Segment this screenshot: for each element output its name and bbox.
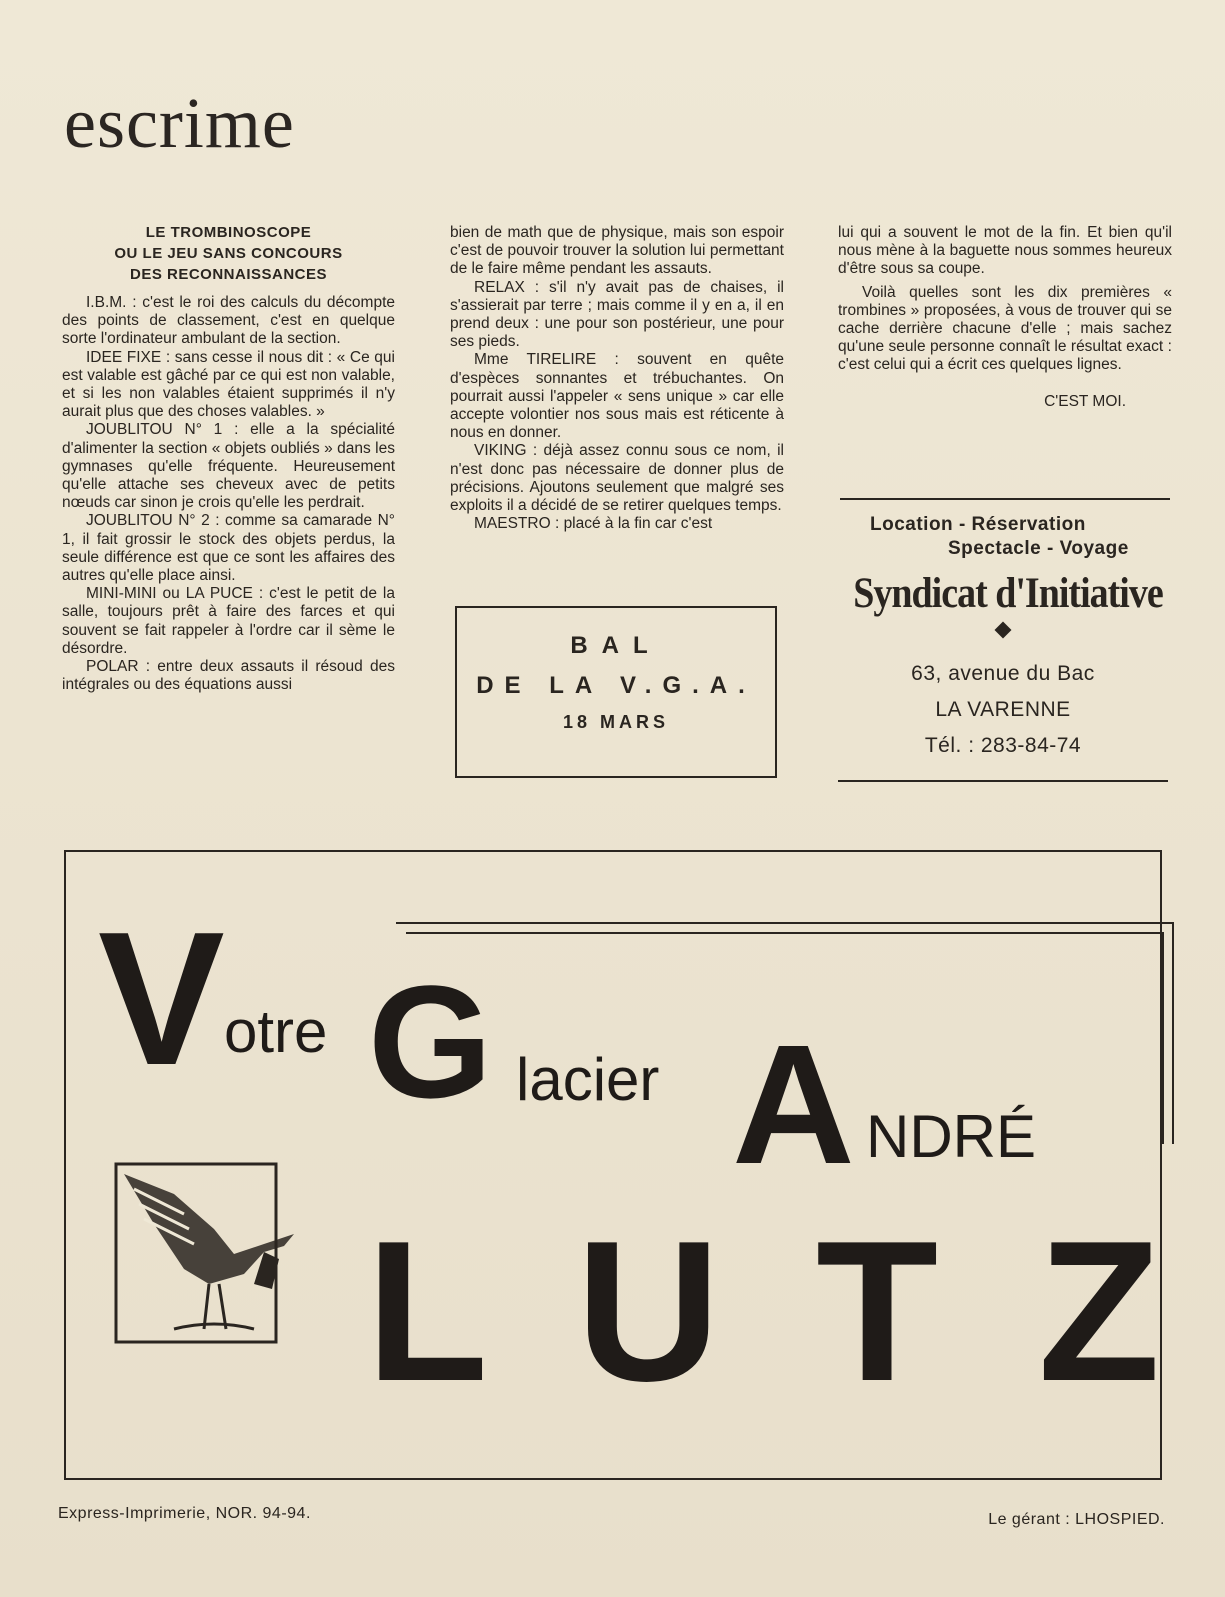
article-column-3 <box>838 224 1172 411</box>
heading-line: OU LE JEU SANS CONCOURS <box>114 245 343 262</box>
bal-announcement-box <box>455 606 777 778</box>
paragraph: I.B.M. : c'est le roi des calculs du décompte des points de classement, c'est en quelque sorte l'ordinateur ambulant de la section. <box>62 294 395 348</box>
bal-title: BAL <box>570 632 662 659</box>
paragraph: MAESTRO : placé à la fin car c'est <box>474 515 713 533</box>
heading-line: LE TROMBINOSCOPE <box>145 224 312 241</box>
paragraph: MINI-MINI ou LA PUCE : c'est le petit de la salle, toujours prêt à faire des farces et qui souvent se fait rappeler à l'ordre car il sème le désordre. <box>62 585 395 657</box>
article-column-1 <box>62 222 395 694</box>
printer-credit: Express-Imprimerie, NOR. 94-94. <box>58 1505 311 1522</box>
ad-letter-t: T <box>816 1200 939 1423</box>
paragraph: lui qui a souvent le mot de la fin. Et bien qu'il nous mène à la baguette nous sommes heureux d'être sous sa coupe. <box>838 224 1172 278</box>
paragraph: Mme TIRELIRE : souvent en quête d'espèces sonnantes et trébuchantes. On pourrait aussi l'appeler « sens unique » car elle accepte volontier nos sous mais est réticente à nous en donner. <box>450 351 784 442</box>
stork-illustration <box>114 1134 294 1344</box>
ad-letter-z: Z <box>1038 1200 1161 1423</box>
bal-organizer: DE LA V.G.A. <box>476 672 756 699</box>
syndicat-phone: Tél. : 283-84-74 <box>924 734 1082 757</box>
paragraph: POLAR : entre deux assauts il résoud des intégrales ou des équations aussi <box>62 658 395 694</box>
ad-letter-a: A <box>732 1010 855 1200</box>
glacier-advertisement <box>64 850 1162 1480</box>
paragraph: IDEE FIXE : sans cesse il nous dit : « Ce qui est valable est gâché par ce qui est non valable, et si les non valables étaient supprimés il n'y aurait plus que des choses valables. » <box>62 348 395 421</box>
manager-credit: Le gérant : LHOSPIED. <box>988 1511 1165 1528</box>
article-heading <box>62 222 395 285</box>
syndicat-services-1: Location - Réservation <box>870 514 1086 535</box>
ad-letter-u: U <box>576 1200 721 1423</box>
heading-line: DES RECONNAISSANCES <box>129 266 328 283</box>
paragraph: JOUBLITOU N° 2 : comme sa camarade N° 1, il fait grossir le stock des objets perdus, la seule différence est que ce sont les affaires des autres qu'elle place ainsi. <box>62 512 395 585</box>
syndicat-city: LA VARENNE <box>935 698 1071 721</box>
ad-letter-v: V <box>98 893 225 1105</box>
syndicat-address: 63, avenue du Bac <box>911 662 1095 685</box>
paragraph: JOUBLITOU N° 1 : elle a la spécialité d'alimenter la section « objets oubliés » dans les gymnases qu'elle fréquente. Heureusement qu'elle attache ses cheveux avec de petits nœuds car sinon je crois qu'elle les perdrait. <box>62 421 395 512</box>
paragraph: VIKING : déjà assez connu sous ce nom, il n'est donc pas nécessaire de donner plus de précisions. Ajoutons seulement que malgré ses exploits il a décidé de se retirer quelques temps. <box>450 442 784 515</box>
signature: C'EST MOI. <box>1044 392 1126 410</box>
ad-word-lacier: lacier <box>516 1046 660 1113</box>
paragraph: bien de math que de physique, mais son espoir c'est de pouvoir trouver la solution lui permettant de le faire même pendant les assauts. <box>450 224 784 278</box>
divider-bottom <box>838 780 1168 782</box>
bal-date: 18 MARS <box>562 712 670 732</box>
syndicat-ad <box>838 504 1178 780</box>
page-title: escrime <box>64 83 295 163</box>
ad-word-ndre: NDRÉ <box>866 1103 1037 1170</box>
ad-letter-g: G <box>368 952 493 1131</box>
diamond-icon <box>995 622 1012 639</box>
syndicat-name: Syndicat d'Initiative <box>853 569 1163 618</box>
syndicat-services-2: Spectacle - Voyage <box>948 538 1129 559</box>
divider-top <box>840 498 1170 500</box>
paragraph: Voilà quelles sont les dix premières « trombines » proposées, à vous de trouver qui se cache derrière chacune d'elle ; mais sachez qu'une seule personne connaît le résultat exact : c'est celui qui a écrit ces quelques lignes. <box>838 283 1172 374</box>
article-column-2 <box>450 224 784 533</box>
ad-letter-l: L <box>366 1200 489 1423</box>
ad-word-otre: otre <box>224 998 328 1065</box>
paragraph: RELAX : s'il n'y avait pas de chaises, il s'assierait par terre ; mais comme il y en a, il en prend deux : une pour son postérieur, une pour ses pieds. <box>450 278 784 351</box>
